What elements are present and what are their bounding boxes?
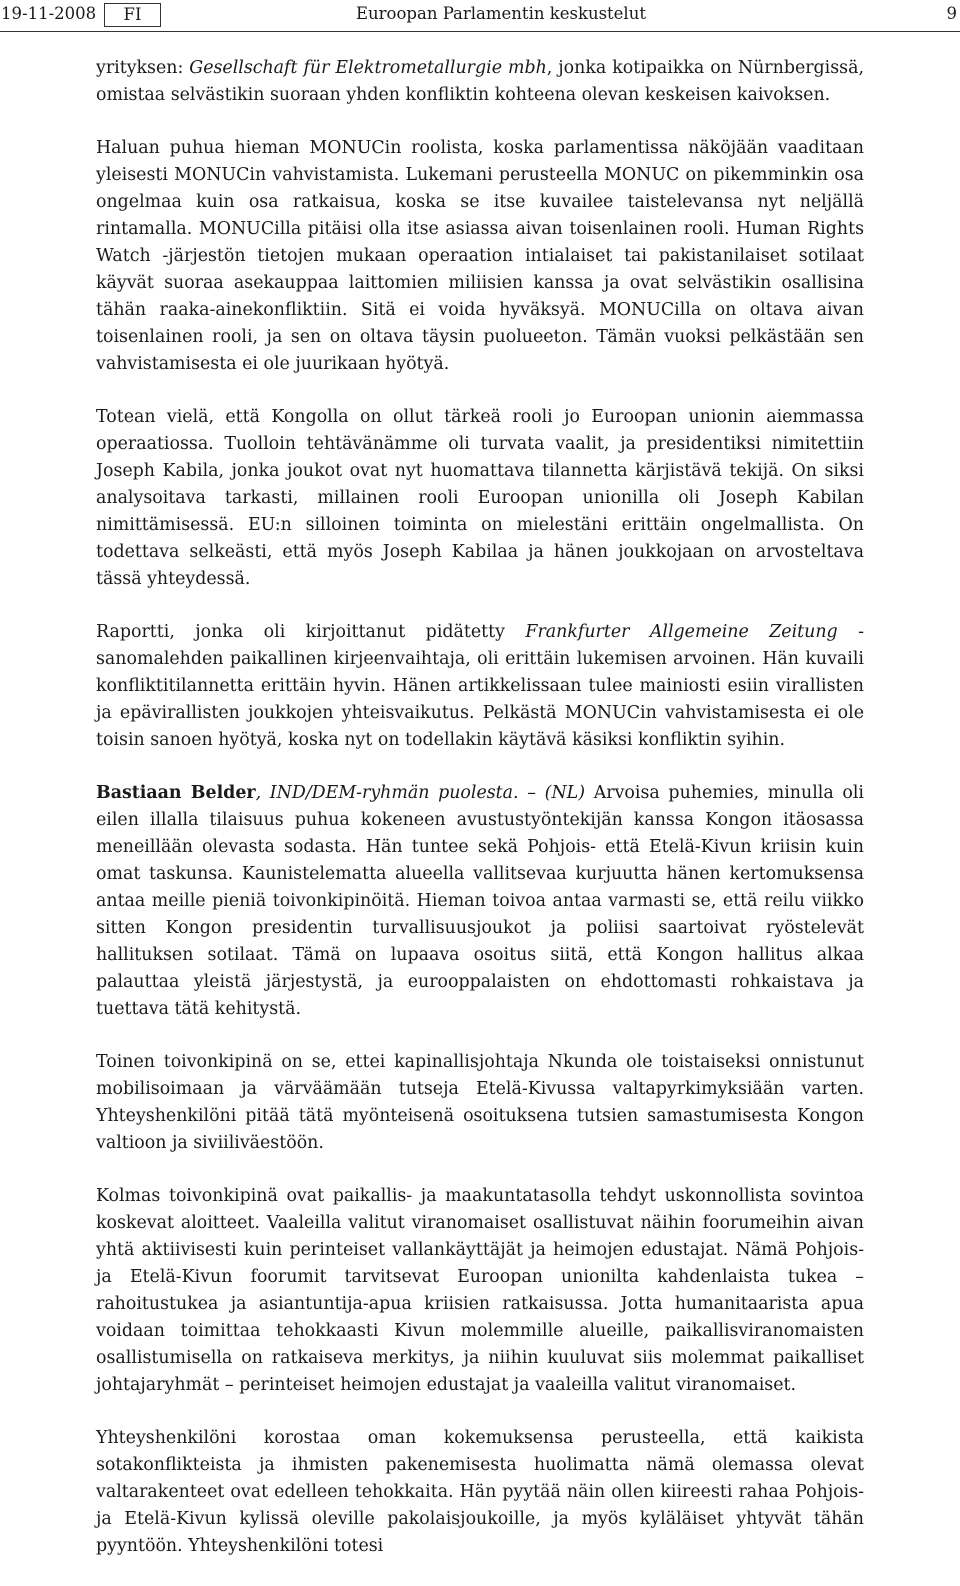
paragraph-4 xyxy=(96,619,864,754)
paragraph-8: Yhteyshenkilöni korostaa oman kokemuksensa perusteella, että kaikista sotakonflikteista ja ihmisten pakenemisesta huolimatta nämä olemassa olevat valtarakenteet ovat edelleen tehokkaita. Hän pyytää näin ollen kiireesti rahaa Pohjois- ja Etelä-Kivun kylissä oleville pakolaisjoukoille, ja myös kyläläiset yhtyvät tähän pyyntöön. Yhteyshenkilöni totesi xyxy=(96,1428,864,1556)
speaker-name: Bastiaan Belder xyxy=(96,783,256,803)
paragraph-1-rest: , jonka kotipaikka on Nürnbergissä, omistaa selvästikin suoraan yhden konfliktin kohteena olevan keskeisen kaivoksen. xyxy=(96,58,864,105)
newspaper-name: Frankfurter Allgemeine Zeitung xyxy=(525,622,838,642)
speech-paragraph xyxy=(96,780,864,1023)
header-date: 19-11-2008 xyxy=(1,4,97,23)
document-body xyxy=(96,55,864,1586)
paragraph-4-rest: -sanomalehden paikallinen kirjeenvaihtaja, oli erittäin lukemisen arvoinen. Hän kuvaili konfliktitilannetta erittäin hyvin. Hänen artikkelissaan tulee mainiosti esiin virallisten ja epävirallisten joukkojen yhteisvaikutus. Pelkästä MONUCin vahvistamisesta ei ole toisin sanoen hyötyä, koska nyt on todellakin käytävä käsiksi konfliktin syihin. xyxy=(96,622,864,750)
paragraph-6: Toinen toivonkipinä on se, ettei kapinallisjohtaja Nkunda ole toistaiseksi onnistunut mobilisoimaan ja värväämään tutseja Etelä-Kivussa valtapyrkimyksiään varten. Yhteyshenkilöni pitää tätä myönteisenä osoituksena tutsien samastumisesta Kongon valtioon ja siviiliväestöön. xyxy=(96,1052,864,1153)
paragraph-1 xyxy=(96,55,864,109)
page-header xyxy=(0,0,960,32)
company-name: Gesellschaft für Elektrometallurgie mbh xyxy=(189,58,547,78)
paragraph-7: Kolmas toivonkipinä ovat paikallis- ja maakuntatasolla tehdyt uskonnollista sovintoa koskevat aloitteet. Vaaleilla valitut viranomaiset osallistuvat näihin foorumeihin aivan yhtä aktiivisesti kuin perinteiset vallankäyttäjät ja heimojen edustajat. Nämä Pohjois- ja Etelä-Kivun foorumit tarvitsevat Euroopan unionilta kahdenlaista tukea – rahoitustukea ja asiantuntija-apua kriisien ratkaisussa. Jotta humanitaarista apua voidaan toimittaa tehokkaasti Kivun molemmille alueille, paikallisviranomaisten osallistumisella on ratkaiseva merkitys, ja niihin kuuluvat siis molemmat paikalliset johtajaryhmät – perinteiset heimojen edustajat ja vaaleilla valitut viranomaiset. xyxy=(96,1186,864,1395)
paragraph-1-start: yrityksen: xyxy=(96,58,190,78)
paragraph-2: Haluan puhua hieman MONUCin roolista, koska parlamentissa näköjään vaaditaan yleisesti MONUCin vahvistamista. Lukemani perusteella MONUC on pikemminkin osa ongelmaa kuin osa ratkaisua, koska se itse kuvailee taistelevansa nyt neljällä rintamalla. MONUCilla pitäisi olla itse asiassa aivan toisenlainen rooli. Human Rights Watch -järjestön tietojen mukaan operaation intialaiset tai pakistanilaiset sotilaat käyvät suoraa asekauppaa laittomien miliisien kanssa ja ovat selvästikin osallisina tähän raaka-ainekonfliktiin. Sitä ei voida hyväksyä. MONUCilla on oltava aivan toisenlainen rooli, ja sen on oltava täysin puolueeton. Tämän vuoksi pelkästään sen vahvistamisesta ei ole juurikaan hyötyä. xyxy=(96,138,864,374)
paragraph-3: Totean vielä, että Kongolla on ollut tärkeä rooli jo Euroopan unionin aiemmassa operaatiossa. Tuolloin tehtävänämme oli turvata vaalit, ja presidentiksi nimitettiin Joseph Kabila, jonka joukot ovat nyt huomattava tilannetta kärjistävä tekijä. On siksi analysoitava tarkasti, millainen rooli Euroopan unionilla oli Joseph Kabilan nimittämisessä. EU:n silloinen toiminta on mielestäni erittäin ongelmallista. On todettava selkeästi, että myös Joseph Kabilaa ja hänen joukkojaan on arvosteltava tässä yhteydessä. xyxy=(96,407,864,589)
speech-dash: – xyxy=(518,783,545,803)
speech-text: Arvoisa puhemies, minulla oli eilen illalla tilaisuus puhua kokeneen avustustyöntekijän kanssa Kongon itäosassa meneillään olevasta sodasta. Hän tuntee sekä Pohjois- että Etelä-Kivun kriisin kuin omat taskunsa. Kaunistelematta alueella vallitsevaa kurjuutta hänen kertomuksensa antaa meille pieniä toivonkipinöitä. Hieman toivoa antaa varmasti se, että reilu viikko sitten Kongon presidentin turvallisuusjoukot ja poliisi saartoivat ryöstelevät hallituksen sotilaat. Tämä on lupaava osoitus siitä, että Kongon hallitus alkaa palauttaa yleistä järjestystä, ja eurooppalaisten on ehdottomasti rohkaistava ja tuettava tätä kehitystä. xyxy=(96,783,864,1019)
speaker-group: , IND/DEM-ryhmän puolesta. xyxy=(255,783,519,803)
paragraph-4-start: Raportti, jonka oli kirjoittanut pidätetty xyxy=(96,622,526,642)
page-number: 9 xyxy=(946,4,957,23)
document-title: Euroopan Parlamentin keskustelut xyxy=(356,4,646,23)
speech-language: (NL) xyxy=(544,783,586,803)
language-code-box: FI xyxy=(104,3,161,27)
